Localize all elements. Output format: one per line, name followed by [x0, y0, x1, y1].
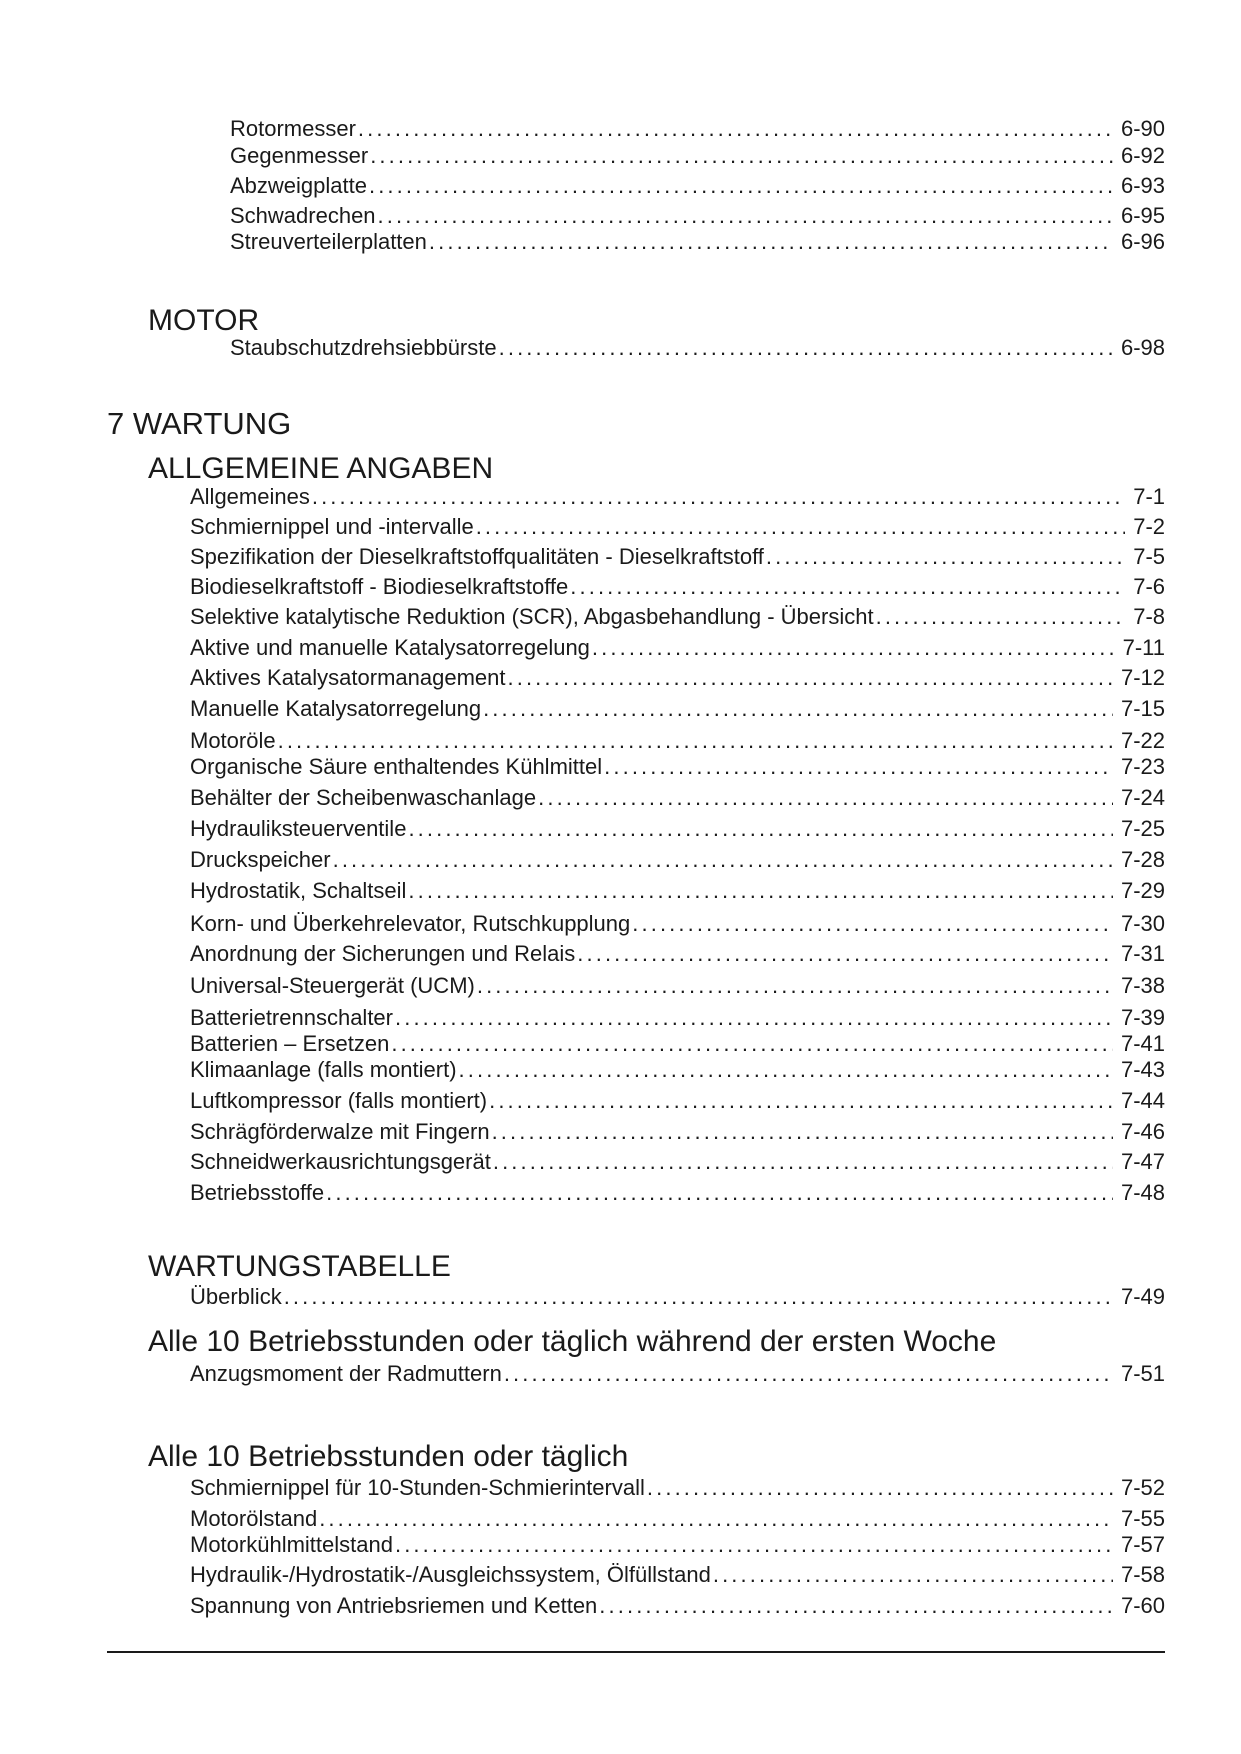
toc-entry[interactable]: [190, 939, 1165, 969]
section-heading-allgemeine-angaben: ALLGEMEINE ANGABEN: [148, 452, 494, 485]
toc-entry-title: Hydrostatik, Schaltseil: [190, 878, 407, 903]
toc-entry-page: 7-5: [1133, 544, 1165, 569]
leader-dots: [476, 512, 1126, 542]
toc-entry-page: 7-31: [1120, 941, 1165, 966]
toc-entry[interactable]: [190, 663, 1165, 693]
toc-entry[interactable]: [190, 482, 1165, 512]
toc-entry-title: Behälter der Scheibenwaschanlage: [190, 785, 537, 810]
toc-entry[interactable]: [190, 845, 1165, 875]
toc-entry-page: 7-30: [1120, 911, 1165, 936]
toc-entry-title: Organische Säure enthaltendes Kühlmittel: [190, 754, 603, 779]
toc-entry-page: 7-38: [1120, 973, 1165, 998]
leader-dots: [570, 572, 1125, 602]
toc-entry[interactable]: [230, 227, 1165, 257]
toc-entry-page: 7-12: [1120, 665, 1165, 690]
toc-entry[interactable]: [230, 333, 1165, 363]
leader-dots: [577, 939, 1113, 969]
section-heading-erste-woche: Alle 10 Betriebsstunden oder täglich während der ersten Woche: [148, 1325, 997, 1358]
toc-entry[interactable]: [190, 783, 1165, 813]
toc-entry-title: Schneidwerkausrichtungsgerät: [190, 1149, 491, 1174]
toc-entry[interactable]: [230, 171, 1165, 201]
toc-entry-title: Luftkompressor (falls montiert): [190, 1088, 488, 1113]
section-heading-wartungstabelle: WARTUNGSTABELLE: [148, 1250, 451, 1283]
toc-entry-title: Motorölstand: [190, 1506, 318, 1531]
toc-entry-page: 7-24: [1120, 785, 1165, 810]
toc-entry-title: Allgemeines: [190, 484, 310, 509]
toc-entry-page: 7-46: [1120, 1119, 1165, 1144]
toc-entry-page: 7-29: [1120, 878, 1165, 903]
leader-dots: [489, 1086, 1113, 1116]
toc-entry-page: 7-15: [1120, 696, 1165, 721]
leader-dots: [508, 663, 1113, 693]
toc-entry-title: Schmiernippel für 10-Stunden-Schmierintervall: [190, 1475, 645, 1500]
leader-dots: [604, 752, 1113, 782]
toc-entry-page: 7-51: [1120, 1361, 1165, 1386]
toc-entry-page: 7-49: [1120, 1284, 1165, 1309]
leader-dots: [395, 1530, 1113, 1560]
leader-dots: [408, 876, 1113, 906]
toc-entry-page: 6-93: [1120, 173, 1165, 198]
leader-dots: [504, 1359, 1113, 1389]
leader-dots: [492, 1117, 1113, 1147]
leader-dots: [599, 1591, 1113, 1621]
footer-rule: [107, 1651, 1165, 1653]
toc-entry[interactable]: [190, 1560, 1165, 1590]
toc-entry-title: Anordnung der Sicherungen und Relais: [190, 941, 576, 966]
toc-entry-page: 7-39: [1120, 1005, 1165, 1030]
toc-entry-page: 7-22: [1120, 728, 1165, 753]
toc-entry-page: 7-60: [1120, 1593, 1165, 1618]
toc-entry-page: 7-25: [1120, 816, 1165, 841]
toc-entry[interactable]: [190, 1282, 1165, 1312]
toc-entry-page: 7-6: [1133, 574, 1165, 599]
leader-dots: [429, 227, 1113, 257]
toc-entry-title: Betriebsstoffe: [190, 1180, 325, 1205]
toc-entry-title: Motorkühlmittelstand: [190, 1532, 393, 1557]
toc-entry-title: Motoröle: [190, 728, 276, 753]
toc-entry-page: 7-47: [1120, 1149, 1165, 1174]
toc-entry[interactable]: [190, 542, 1165, 572]
toc-entry[interactable]: [190, 971, 1165, 1001]
toc-entry-title: Abzweigplatte: [230, 173, 367, 198]
leader-dots: [326, 1178, 1113, 1208]
toc-entry[interactable]: [190, 1055, 1165, 1085]
chapter-heading: 7 WARTUNG: [107, 406, 292, 441]
section-heading-taeglich: Alle 10 Betriebsstunden oder täglich: [148, 1440, 629, 1473]
leader-dots: [632, 909, 1113, 939]
toc-entry-page: 7-28: [1120, 847, 1165, 872]
toc-entry-page: 7-43: [1120, 1057, 1165, 1082]
toc-entry-title: Überblick: [190, 1284, 282, 1309]
leader-dots: [459, 1055, 1113, 1085]
toc-entry-title: Korn- und Überkehrelevator, Rutschkupplung: [190, 911, 631, 936]
toc-entry-page: 6-92: [1120, 143, 1165, 168]
leader-dots: [766, 542, 1125, 572]
toc-entry[interactable]: [190, 1178, 1165, 1208]
toc-entry-page: 7-2: [1133, 514, 1165, 539]
toc-entry[interactable]: [190, 1086, 1165, 1116]
toc-entry-page: 7-57: [1120, 1532, 1165, 1557]
toc-entry-page: 6-90: [1120, 116, 1165, 141]
toc-entry[interactable]: [190, 1117, 1165, 1147]
leader-dots: [312, 482, 1125, 512]
toc-entry-title: Batterien – Ersetzen: [190, 1031, 390, 1056]
toc-entry[interactable]: [190, 876, 1165, 906]
toc-entry-title: Schwadrechen: [230, 203, 376, 228]
toc-entry-page: 6-95: [1120, 203, 1165, 228]
toc-entry[interactable]: [190, 814, 1165, 844]
leader-dots: [358, 114, 1113, 144]
toc-entry-title: Hydraulik-/Hydrostatik-/Ausgleichssystem, Ölfüllstand: [190, 1562, 711, 1587]
toc-entry-page: 7-1: [1133, 484, 1165, 509]
toc-entry-title: Schrägförderwalze mit Fingern: [190, 1119, 490, 1144]
leader-dots: [493, 1147, 1113, 1177]
leader-dots: [483, 694, 1113, 724]
toc-entry-title: Schmiernippel und -intervalle: [190, 514, 474, 539]
toc-entry[interactable]: [190, 572, 1165, 602]
toc-entry-page: 6-96: [1120, 229, 1165, 254]
leader-dots: [370, 141, 1113, 171]
toc-entry-title: Druckspeicher: [190, 847, 331, 872]
toc-entry-title: Staubschutzdrehsiebbürste: [230, 335, 497, 360]
toc-entry-page: 7-52: [1120, 1475, 1165, 1500]
toc-entry-title: Spezifikation der Dieselkraftstoffqualitäten - Dieselkraftstoff: [190, 544, 764, 569]
leader-dots: [369, 171, 1113, 201]
toc-entry-title: Universal-Steuergerät (UCM): [190, 973, 475, 998]
toc-entry-page: 7-55: [1120, 1506, 1165, 1531]
toc-entry-page: 6-98: [1120, 335, 1165, 360]
toc-entry-title: Anzugsmoment der Radmuttern: [190, 1361, 502, 1386]
leader-dots: [713, 1560, 1113, 1590]
leader-dots: [876, 602, 1126, 632]
toc-entry-title: Aktives Katalysatormanagement: [190, 665, 506, 690]
toc-entry-title: Streuverteilerplatten: [230, 229, 427, 254]
toc-entry[interactable]: [190, 633, 1165, 663]
toc-entry-page: 7-44: [1120, 1088, 1165, 1113]
toc-entry-title: Spannung von Antriebsriemen und Ketten: [190, 1593, 598, 1618]
toc-entry[interactable]: [190, 909, 1165, 939]
leader-dots: [477, 971, 1113, 1001]
toc-entry-page: 7-48: [1120, 1180, 1165, 1205]
leader-dots: [408, 814, 1113, 844]
leader-dots: [538, 783, 1113, 813]
section-heading-motor: MOTOR: [148, 304, 260, 337]
toc-entry[interactable]: [190, 1530, 1165, 1560]
toc-entry-title: Batterietrennschalter: [190, 1005, 393, 1030]
toc-entry[interactable]: [190, 512, 1165, 542]
toc-entry-title: Hydrauliksteuerventile: [190, 816, 407, 841]
leader-dots: [592, 633, 1115, 663]
toc-entry[interactable]: [230, 114, 1165, 144]
toc-entry[interactable]: [190, 1591, 1165, 1621]
toc-entry-title: Selektive katalytische Reduktion (SCR), Abgasbehandlung - Übersicht: [190, 604, 874, 629]
toc-entry-page: 7-58: [1120, 1562, 1165, 1587]
toc-entry-title: Rotormesser: [230, 116, 356, 141]
toc-entry-page: 7-11: [1122, 635, 1165, 660]
toc-entry-page: 7-23: [1120, 754, 1165, 779]
toc-entry[interactable]: [190, 602, 1165, 632]
toc-entry[interactable]: [230, 141, 1165, 171]
toc-entry-title: Biodieselkraftstoff - Biodieselkraftstoffe: [190, 574, 569, 599]
toc-entry-title: Aktive und manuelle Katalysatorregelung: [190, 635, 590, 660]
toc-entry[interactable]: [190, 752, 1165, 782]
toc-entry[interactable]: [190, 1473, 1165, 1503]
toc-entry[interactable]: [190, 1359, 1165, 1389]
toc-entry[interactable]: [190, 694, 1165, 724]
toc-entry-page: 7-41: [1120, 1031, 1165, 1056]
toc-entry-title: Klimaanlage (falls montiert): [190, 1057, 457, 1082]
toc-entry-title: Gegenmesser: [230, 143, 369, 168]
leader-dots: [499, 333, 1113, 363]
toc-entry-title: Manuelle Katalysatorregelung: [190, 696, 482, 721]
toc-entry-page: 7-8: [1133, 604, 1165, 629]
toc-entry[interactable]: [190, 1147, 1165, 1177]
leader-dots: [647, 1473, 1113, 1503]
leader-dots: [284, 1282, 1113, 1312]
leader-dots: [333, 845, 1113, 875]
